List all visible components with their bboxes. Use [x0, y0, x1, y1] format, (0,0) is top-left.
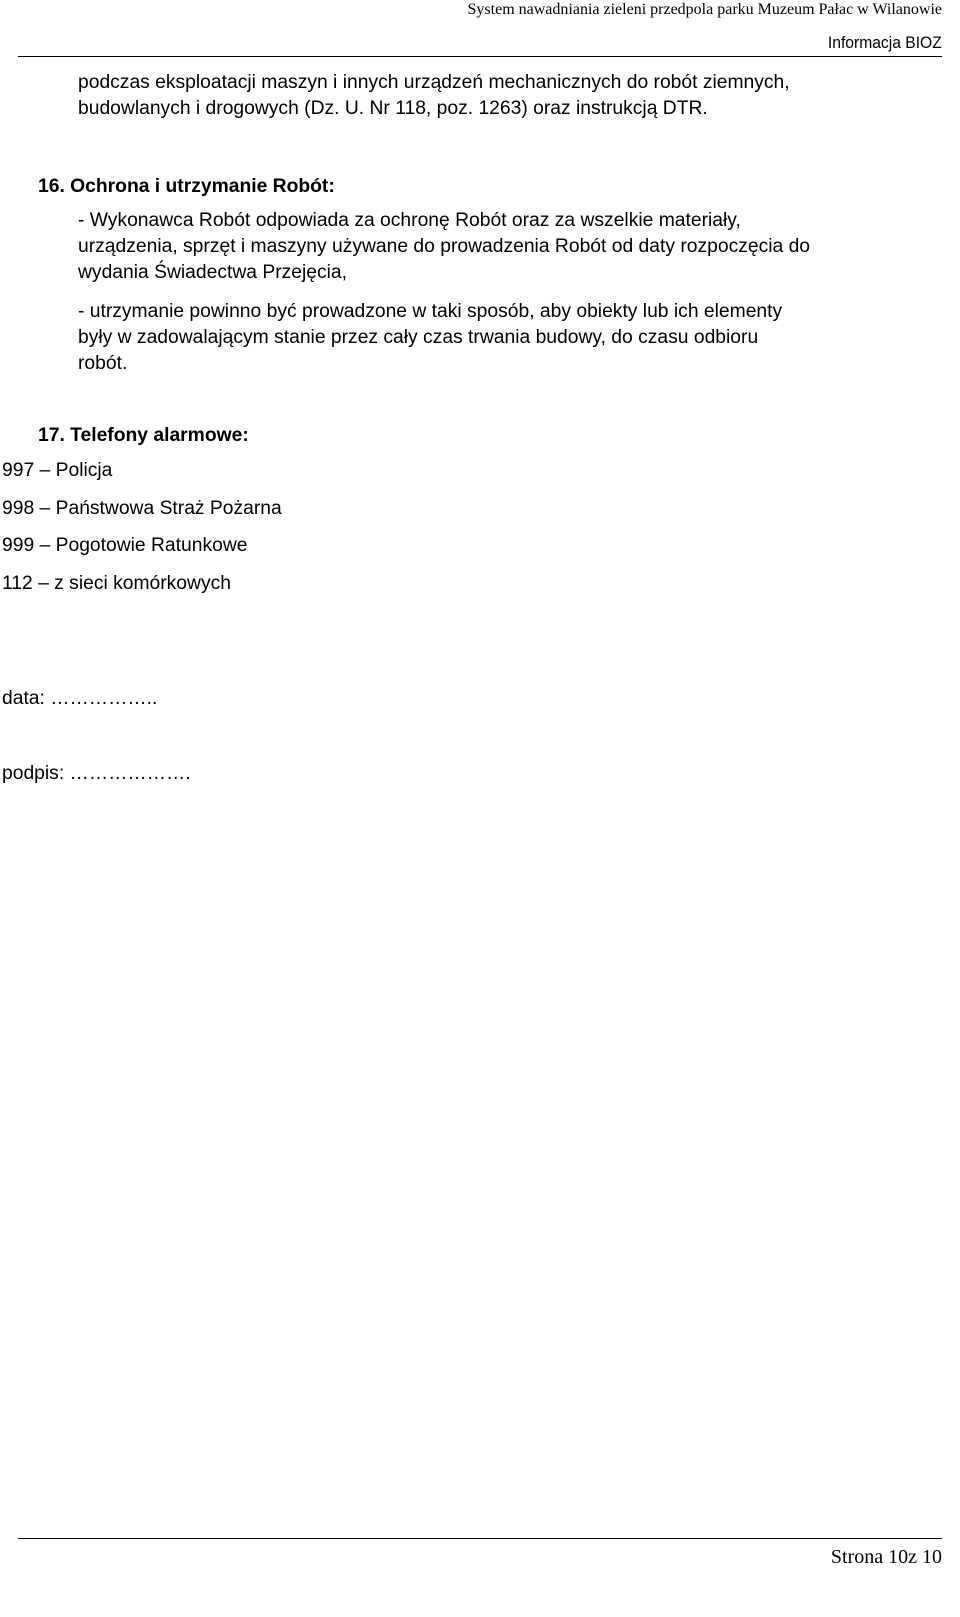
intro-line: podczas eksploatacji maszyn i innych urządzeń mechanicznych do robót ziemnych, — [78, 72, 790, 93]
text-line: - Wykonawca Robót odpowiada za ochronę Robót oraz za wszelkie materiały, — [78, 210, 741, 231]
section-16-paragraph — [78, 208, 948, 286]
text-line: wydania Świadectwa Przejęcia, — [78, 262, 347, 283]
phone-item-fire: 998 – Państwowa Straż Pożarna — [2, 497, 282, 519]
section-17-heading: 17. Telefony alarmowe: — [38, 425, 249, 446]
page-number: Strona 10z 10 — [830, 1546, 942, 1568]
header-subtitle: Informacja BIOZ — [828, 33, 942, 52]
phone-item-mobile: 112 – z sieci komórkowych — [2, 572, 231, 594]
date-field: data: …………….. — [2, 688, 158, 709]
emergency-phone-list — [2, 458, 502, 608]
section-16-paragraph — [78, 299, 948, 377]
phone-item-ambulance: 999 – Pogotowie Ratunkowe — [2, 535, 248, 556]
section-16-body — [78, 208, 948, 390]
phone-item-police: 997 – Policja — [2, 460, 113, 481]
text-line: urządzenia, sprzęt i maszyny używane do prowadzenia Robót od daty rozpoczęcia do — [78, 236, 811, 257]
footer-divider — [18, 1538, 942, 1539]
header-title: System nawadniania zieleni przedpola parku Muzeum Pałac w Wilanowie — [467, 1, 942, 18]
header-divider — [18, 56, 942, 57]
intro-paragraph — [78, 70, 948, 122]
section-16-heading: 16. Ochrona i utrzymanie Robót: — [38, 176, 335, 197]
text-line: robót. — [78, 353, 128, 374]
signature-field: podpis: ………………. — [2, 763, 191, 784]
intro-line: budowlanych i drogowych (Dz. U. Nr 118, poz. 1263) oraz instrukcją DTR. — [78, 98, 708, 119]
text-line: były w zadowalającym stanie przez cały czas trwania budowy, do czasu odbioru — [78, 327, 759, 348]
text-line: - utrzymanie powinno być prowadzone w taki sposób, aby obiekty lub ich elementy — [78, 301, 783, 322]
